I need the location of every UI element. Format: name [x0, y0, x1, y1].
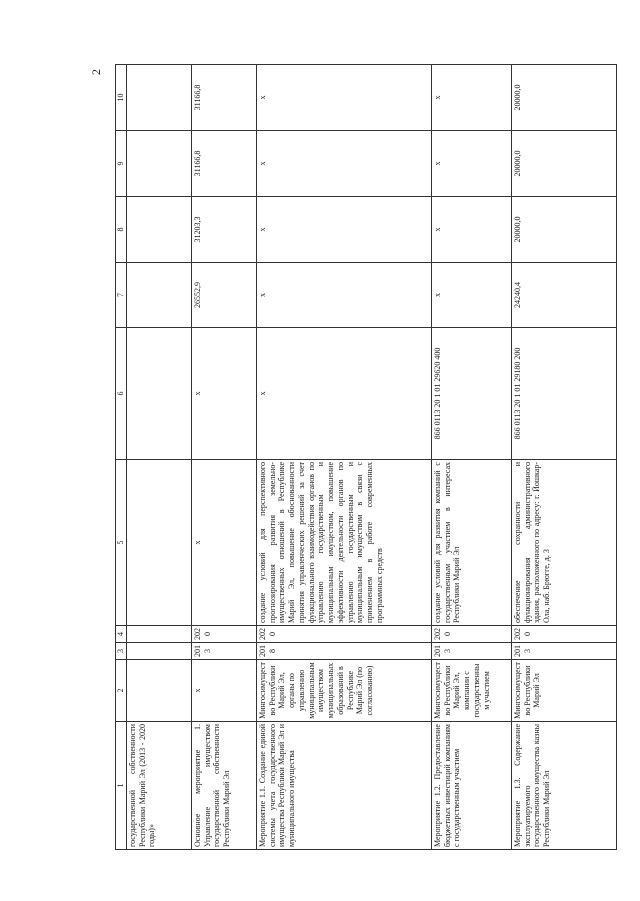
cell-end-year [126, 626, 191, 643]
header-row [116, 65, 127, 850]
cell-result [126, 460, 191, 626]
cell-value: 20000,0 [511, 65, 616, 131]
table-row [191, 65, 256, 850]
budget-table [115, 64, 617, 850]
cell-name: Основное мероприятие 1. Управление имуществом государственной собственности Республики Марий Эл [191, 722, 256, 850]
cell-end-year: 2020 [191, 626, 256, 643]
column-header: 2 [116, 660, 127, 722]
cell-end-year: 2020 [511, 626, 616, 643]
cell-start-year: 2013 [511, 643, 616, 660]
table-row [511, 65, 616, 850]
cell-value: 26552,9 [191, 263, 256, 328]
cell-budget-code: х [191, 328, 256, 460]
cell-value: х [431, 65, 511, 131]
cell-value: 31203,3 [191, 197, 256, 263]
cell-value: 31166,8 [191, 131, 256, 197]
cell-executor: х [191, 660, 256, 722]
cell-value: х [256, 65, 431, 131]
cell-value: 24240,4 [511, 263, 616, 328]
cell-value [126, 263, 191, 328]
cell-value [126, 65, 191, 131]
column-header: 6 [116, 328, 127, 460]
cell-executor [126, 660, 191, 722]
cell-value: х [431, 131, 511, 197]
cell-start-year: 2013 [191, 643, 256, 660]
column-header: 9 [116, 131, 127, 197]
cell-executor: Мингосимущество Республики Марий Эл, компании с государственным участием [431, 660, 511, 722]
cell-result: создание условий для развития компаний с государственным участием в интересах Республики Марий Эл [431, 460, 511, 626]
column-header: 8 [116, 197, 127, 263]
cell-value: х [256, 197, 431, 263]
table-row [256, 65, 431, 850]
cell-name: Мероприятие 1.1. Создание единой системы учета государственного имущества Республики Марий Эл и муниципального имущества [256, 722, 431, 850]
cell-result: х [191, 460, 256, 626]
column-header: 1 [116, 722, 127, 850]
rotated-table-wrapper [115, 65, 625, 850]
cell-result: обеспечение сохранности и функционирования административного здания, расположенного по адресу: г. Йошкар-Ола, наб. Брюгге, д. 3 [511, 460, 616, 626]
cell-executor: Мингосимущество Республики Марий Эл, органы по управлению муниципальным имуществом муниципальных образований в Республике Марий Эл (по согласованию) [256, 660, 431, 722]
cell-start-year: 2013 [431, 643, 511, 660]
cell-value: 20000,0 [511, 131, 616, 197]
cell-end-year: 2020 [431, 626, 511, 643]
cell-value: 31166,8 [191, 65, 256, 131]
cell-start-year: 2018 [256, 643, 431, 660]
cell-name: Мероприятие 1.2. Предоставление бюджетных инвестиций компаниям с государственным участием [431, 722, 511, 850]
cell-value [126, 131, 191, 197]
cell-value: х [431, 263, 511, 328]
cell-name: государственной собственности Республики Марий Эл (2013 - 2020 годы)» [126, 722, 191, 850]
cell-result: создание условий для перспективного прогнозирования развития земельно-имущественных отношений в Республике Марий Эл, повышение обоснованности принятия управленческих решений за счет функционального взаимодействия органов по управлению государственным и муниципальным имуществом, повышение эффективности деятельности органов по управлению государственным и муниципальным имуществом в связи с применением в работе современных программных средств [256, 460, 431, 626]
cell-end-year: 2020 [256, 626, 431, 643]
column-header: 5 [116, 460, 127, 626]
cell-value: х [256, 263, 431, 328]
cell-budget-code: 866 0113 20 1 01 29620 400 [431, 328, 511, 460]
cell-executor: Мингосимущество Республики Марий Эл [511, 660, 616, 722]
table-row [126, 65, 191, 850]
cell-name: Мероприятие 1.3. Содержание эксплуатируемого государственного имущества казны Республики Марий Эл [511, 722, 616, 850]
cell-budget-code [126, 328, 191, 460]
column-header: 10 [116, 65, 127, 131]
cell-value: х [256, 131, 431, 197]
cell-value [126, 197, 191, 263]
page-number: 2 [89, 69, 103, 75]
cell-budget-code: х [256, 328, 431, 460]
cell-start-year [126, 643, 191, 660]
cell-value: х [431, 197, 511, 263]
cell-value: 20000,0 [511, 197, 616, 263]
table-row [431, 65, 511, 850]
cell-budget-code: 866 0113 20 1 01 29180 200 [511, 328, 616, 460]
column-header: 7 [116, 263, 127, 328]
column-header: 3 [116, 643, 127, 660]
column-header: 4 [116, 626, 127, 643]
